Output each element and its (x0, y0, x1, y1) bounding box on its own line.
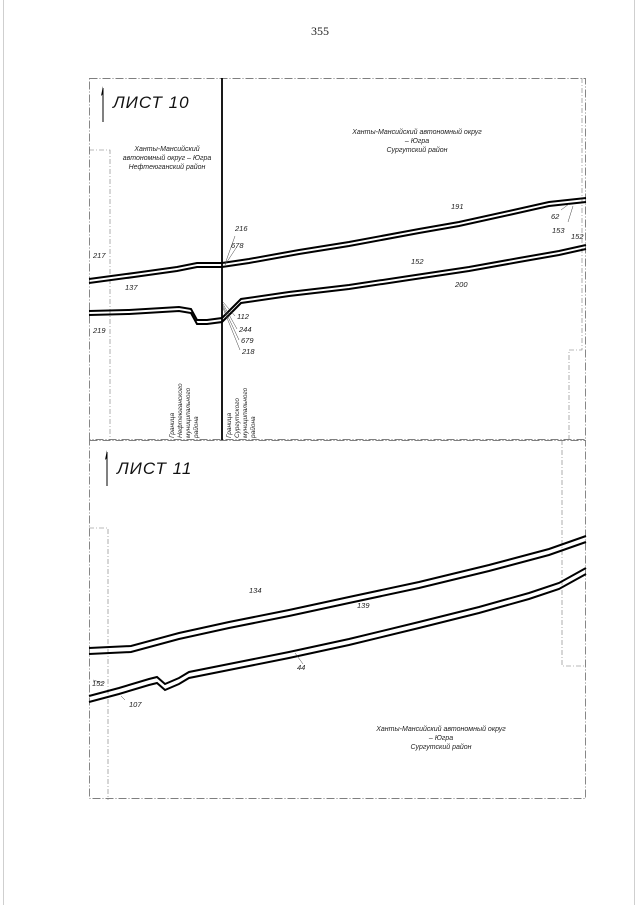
boundary-left-line-4: района (193, 416, 200, 438)
region-left-line-1: Ханты-Мансийский (134, 146, 200, 153)
region-right-line-3: Сургутский район (386, 147, 448, 154)
region-right-line-2: – Югра (404, 138, 430, 145)
parcel-number-217: 217 (93, 251, 106, 260)
inner-boundary-left (89, 528, 108, 800)
parcel-number-679: 679 (241, 336, 254, 345)
parcel-number-218: 218 (242, 347, 255, 356)
region-label-right (337, 128, 497, 155)
region-right-line-1: Ханты-Мансийский автономный округ (352, 129, 482, 136)
parcel-number-152: 152 (411, 257, 424, 266)
road-upper (89, 198, 586, 283)
north-arrow-icon (101, 86, 103, 122)
page-number: 355 (311, 24, 329, 38)
parcel-number-216: 216 (235, 224, 248, 233)
boundary-label-neftyugansk (169, 372, 201, 438)
parcel-number-678: 678 (231, 241, 244, 250)
parcel-number-153: 153 (552, 226, 565, 235)
boundary-left-line-1: Граница (169, 412, 176, 438)
sheet-11 (89, 440, 586, 800)
road-lower (89, 568, 586, 702)
parcel-number-139: 139 (357, 601, 370, 610)
region-label-left (108, 145, 226, 172)
inner-boundary-right (562, 440, 586, 666)
region-label (361, 725, 521, 752)
road-lower (89, 245, 586, 324)
parcel-number-137: 137 (125, 283, 138, 292)
parcel-number-112: 112 (237, 312, 249, 321)
parcel-number-62: 62 (551, 212, 560, 221)
parcel-number-152: 152 (92, 679, 105, 688)
north-arrow-icon (105, 450, 107, 486)
scan-edge-right (634, 0, 635, 905)
region-line-3: Сургутский район (410, 744, 472, 751)
boundary-right-line-4: района (250, 416, 257, 438)
parcel-number-191: 191 (451, 202, 464, 211)
parcel-number-107: 107 (129, 700, 142, 709)
inner-boundary-left (89, 150, 110, 440)
boundary-right-line-1: Граница (226, 412, 233, 438)
sheet-11-title: ЛИСТ 11 (117, 459, 193, 478)
parcel-number-152-edge: 152 (571, 232, 584, 241)
sheet-10 (89, 78, 586, 440)
boundary-right-line-2: Сургутского (234, 398, 241, 438)
region-line-2: – Югра (428, 735, 454, 742)
inner-boundary-right (569, 78, 582, 440)
parcel-number-134: 134 (249, 586, 262, 595)
region-left-line-2: автономный округ – Югра (122, 155, 212, 162)
parcel-number-200: 200 (455, 280, 468, 289)
scan-edge-left (3, 0, 4, 905)
region-line-1: Ханты-Мансийский автономный округ (376, 726, 506, 733)
boundary-left-line-2: Нефтеюганского (177, 383, 184, 438)
parcel-number-219: 219 (93, 326, 106, 335)
boundary-right-line-3: муниципального (242, 387, 249, 438)
parcel-number-244: 244 (239, 325, 252, 334)
boundary-left-line-3: муниципального (185, 387, 192, 438)
region-left-line-3: Нефтеюганский район (128, 164, 206, 171)
parcel-number-44: 44 (297, 663, 306, 672)
sheet-10-title: ЛИСТ 10 (113, 93, 190, 112)
road-upper (89, 536, 586, 654)
boundary-label-surgut (226, 372, 258, 438)
